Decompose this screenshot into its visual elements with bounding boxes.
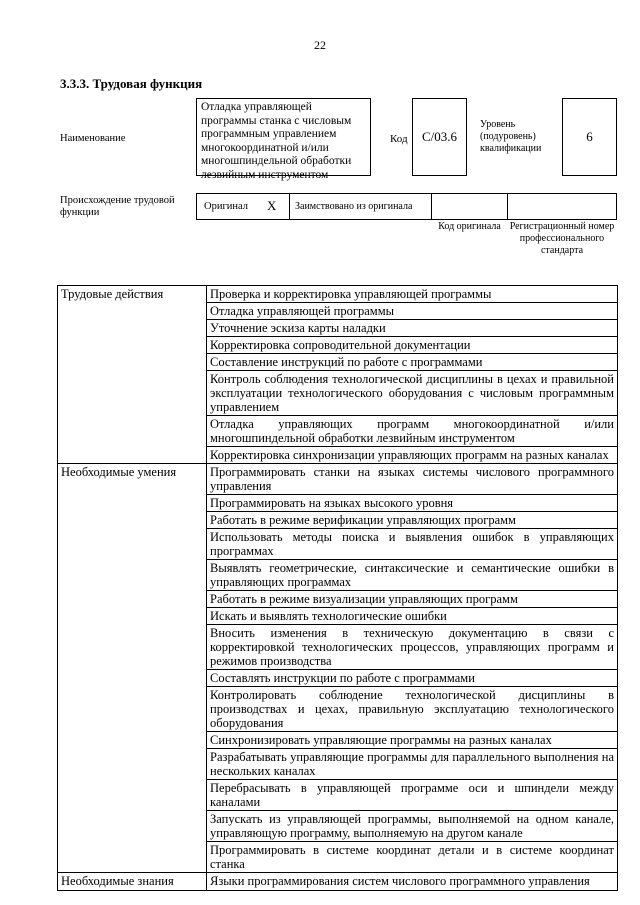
code-original-caption: Код оригинала <box>438 221 501 232</box>
category-cell: Трудовые действия <box>58 286 207 464</box>
function-details-table <box>57 285 618 891</box>
list-item: Отладка управляющих программ многокоординатной и/или многошпиндельной обработки лезвийным инструментом <box>207 416 617 447</box>
origin-borrowed-label: Заимствовано из оригинала <box>295 201 413 212</box>
code-value: C/03.6 <box>412 98 467 176</box>
origin-mark: X <box>267 198 277 213</box>
list-item: Проверка и корректировка управляющей программы <box>207 286 617 303</box>
list-item: Выявлять геометрические, синтаксические и семантические ошибки в управляющих программах <box>207 560 617 591</box>
list-item: Использовать методы поиска и выявления ошибок в управляющих программах <box>207 529 617 560</box>
origin-borrowed-cell <box>289 193 432 220</box>
category-cell: Необходимые знания <box>58 873 207 891</box>
level-value: 6 <box>562 98 617 176</box>
list-item: Корректировка синхронизации управляющих программ на разных каналах <box>210 448 609 462</box>
list-item: Работать в режиме верификации управляющих программ <box>207 512 617 529</box>
function-name: Отладка управляющей программы станка с числовым программным управлением многокоординатной и/или многошпиндельной обработки лезвийным инструментом <box>196 98 371 176</box>
list-item: Синхронизировать управляющие программы на разных каналах <box>207 732 617 749</box>
items-cell <box>207 873 618 891</box>
list-item: Программировать в системе координат детали и в системе координат станка <box>210 843 614 871</box>
registration-number-cell <box>507 193 617 220</box>
list-item: Корректировка сопроводительной документации <box>207 337 617 354</box>
list-item: Искать и выявлять технологические ошибки <box>207 608 617 625</box>
section-title: 3.3.3. Трудовая функция <box>60 76 203 91</box>
category-cell: Необходимые умения <box>58 464 207 873</box>
section-row-skills <box>58 464 618 873</box>
list-item: Составлять инструкции по работе с программами <box>207 670 617 687</box>
list-item: Контролировать соблюдение технологической дисциплины в производствах и цехах, правильную эксплуатацию технологического оборудования <box>207 687 617 732</box>
items-cell <box>207 464 618 873</box>
list-item: Запускать из управляющей программы, выполняемой на одном канале, управляющую программу, выполняемую на другом канале <box>207 811 617 842</box>
list-item: Контроль соблюдения технологической дисциплины в цехах и правильной эксплуатации технологического оборудования с числовым программным управлением <box>207 371 617 416</box>
list-item: Работать в режиме визуализации управляющих программ <box>207 591 617 608</box>
section-row-knowledge <box>58 873 618 891</box>
code-original-cell <box>431 193 508 220</box>
origin-label: Происхождение трудовой функции <box>60 195 175 218</box>
list-item: Вносить изменения в техническую документацию в связи с корректировкой технологических процессов, управляющих программ и режимов производства <box>207 625 617 670</box>
name-label: Наименование <box>60 133 126 144</box>
list-item: Составление инструкций по работе с программами <box>207 354 617 371</box>
page-number: 22 <box>314 38 326 52</box>
items-cell <box>207 286 618 464</box>
registration-caption: Регистрационный номер профессионального стандарта <box>509 221 615 256</box>
list-item: Отладка управляющей программы <box>207 303 617 320</box>
list-item: Уточнение эскиза карты наладки <box>207 320 617 337</box>
code-label: Код <box>390 133 408 145</box>
origin-original-label: Оригинал <box>204 201 248 212</box>
list-item: Перебрасывать в управляющей программе оси и шпиндели между каналами <box>207 780 617 811</box>
list-item: Языки программирования систем числового программного управления <box>210 874 590 888</box>
level-label: Уровень (подуровень) квалификации <box>480 119 542 154</box>
list-item: Программировать на языках высокого уровня <box>207 495 617 512</box>
list-item: Программировать станки на языках системы числового программного управления <box>207 464 617 495</box>
section-row-actions <box>58 286 618 464</box>
list-item: Разрабатывать управляющие программы для параллельного выполнения на нескольких каналах <box>207 749 617 780</box>
origin-original-cell <box>196 193 290 220</box>
